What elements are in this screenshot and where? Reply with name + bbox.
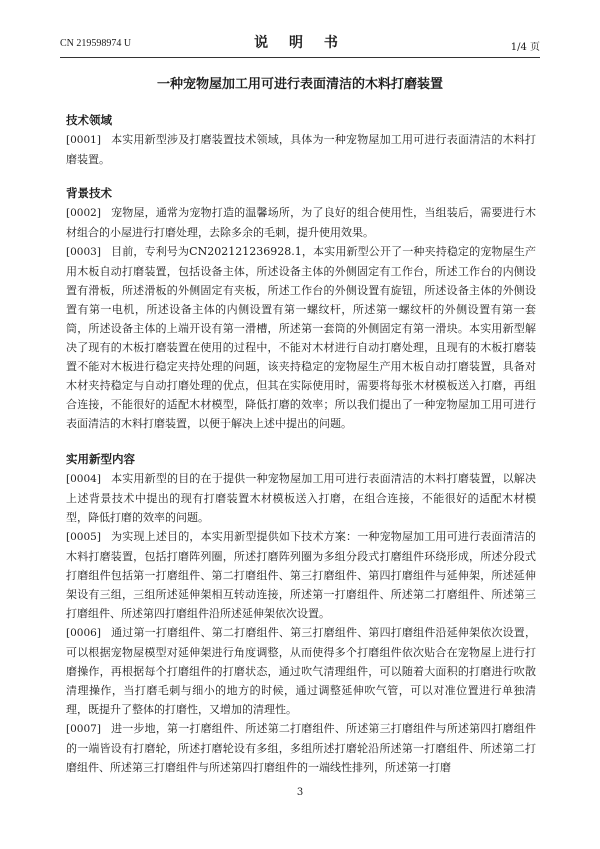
section-heading: 技术领域 xyxy=(66,113,112,127)
section-heading: 背景技术 xyxy=(66,186,112,200)
header-divider xyxy=(60,57,540,58)
paragraph-number: [0003] xyxy=(66,246,101,258)
paragraph xyxy=(66,130,536,169)
document-kind: 说 明 书 xyxy=(254,35,346,51)
paragraph xyxy=(66,527,536,623)
paragraph xyxy=(66,719,536,777)
paragraph-text: 通过第一打磨组件、第二打磨组件、第三打磨组件、第四打磨组件沿延伸架依次设置，可以根据宠物屋模型对延伸架进行角度调整，从而使得多个打磨组件依次贴合在宠物屋上进行打磨操作，再根据每个打磨组件的打磨状态，通过吹气清理组件，可以随着大面积的打磨进行吹散清理操作，当打磨毛刺与细小的地方的时候，通过调整延伸吹气管，可以对准位置进行单独清理，既提升了整体的打磨性，又增加的清理性。 xyxy=(66,626,536,716)
paragraph-text: 宠物屋，通常为宠物打造的温馨场所，为了良好的组合使用性，当组装后，需要进行木材组合的小屋进行打磨处理，去除多余的毛刺，提升使用效果。 xyxy=(66,206,536,239)
page-header xyxy=(60,32,540,54)
paragraph-text: 目前，专利号为CN202121236928.1，本实用新型公开了一种夹持稳定的宠物屋生产用木板自动打磨装置，包括设备主体，所述设备主体的外侧固定有工作台，所述工作台的内侧设置有滑板，所述滑板的外侧固定有夹板，所述工作台的外侧设置有旋钮，所述设备主体的外侧设置有第一电机，所述设备主体的内侧设置有第一螺纹杆，所述第一螺纹杆的外侧设置有第一套筒，所述设备主体的上端开设有第一滑槽，所述第一套筒的外侧固定有第一滑块。本实用新型解决了现有的木板打磨装置在使用的过程中，不能对木材进行自动打磨处理，且现有的木板打磨装置不能对木板进行稳定夹持处理的问题，该夹持稳定的宠物屋生产用木板自动打磨装置，具备对木材夹持稳定与自动打磨处理的优点，但其在实际使用时，需要将每张木材模板送入打磨，再组合连接，不能很好的适配木材模型，降低打磨的效率；所以我们提出了一种宠物屋加工用可进行表面清洁的木料打磨装置，以便于解决上述中提出的问题。 xyxy=(66,245,536,430)
paragraph-number: [0002] xyxy=(66,207,101,219)
document-title: 一种宠物屋加工用可进行表面清洁的木料打磨装置 xyxy=(156,77,443,92)
paragraph-text: 为实现上述目的，本实用新型提供如下技术方案：一种宠物屋加工用可进行表面清洁的木料打磨装置，包括打磨阵列圈，所述打磨阵列圈为多组分段式打磨组件环绕形成，所述分段式打磨组件包括第一打磨组件、第二打磨组件、第三打磨组件、第四打磨组件与延伸架，所述延伸架设有三组，三组所述延伸架相互转动连接，所述第一打磨组件、所述第二打磨组件、所述第三打磨组件、所述第四打磨组件沿所述延伸架依次设置。 xyxy=(66,530,536,620)
page-number: 3 xyxy=(296,787,304,798)
paragraph-text: 本实用新型的目的在于提供一种宠物屋加工用可进行表面清洁的木料打磨装置，以解决上述背景技术中提出的现有打磨装置木材模板送入打磨，在组合连接，不能很好的适配木材模型，降低打磨的效率的问题。 xyxy=(66,472,536,524)
paragraph-number: [0006] xyxy=(66,627,101,639)
section-heading: 实用新型内容 xyxy=(66,452,135,466)
paragraph-text: 本实用新型涉及打磨装置技术领域，具体为一种宠物屋加工用可进行表面清洁的木料打磨装置。 xyxy=(66,133,536,166)
page-count: 1/4 页 xyxy=(510,42,540,53)
paragraph-number: [0004] xyxy=(66,473,101,485)
paragraph xyxy=(66,203,536,242)
paragraph-number: [0001] xyxy=(66,134,101,146)
paragraph-number: [0005] xyxy=(66,531,101,543)
paragraph xyxy=(66,623,536,719)
paragraph-text: 进一步地，第一打磨组件、所述第二打磨组件、所述第三打磨组件与所述第四打磨组件的一端皆设有打磨轮，所述打磨轮设有多组，多组所述打磨轮沿所述第一打磨组件、所述第二打磨组件、所述第三打磨组件与所述第四打磨组件的一端线性排列，所述第一打磨 xyxy=(66,722,536,774)
paragraph-number: [0007] xyxy=(66,723,101,735)
publication-number: CN 219598974 U xyxy=(60,38,132,49)
document-body xyxy=(66,110,536,777)
paragraph xyxy=(66,469,536,527)
paragraph xyxy=(66,242,536,433)
